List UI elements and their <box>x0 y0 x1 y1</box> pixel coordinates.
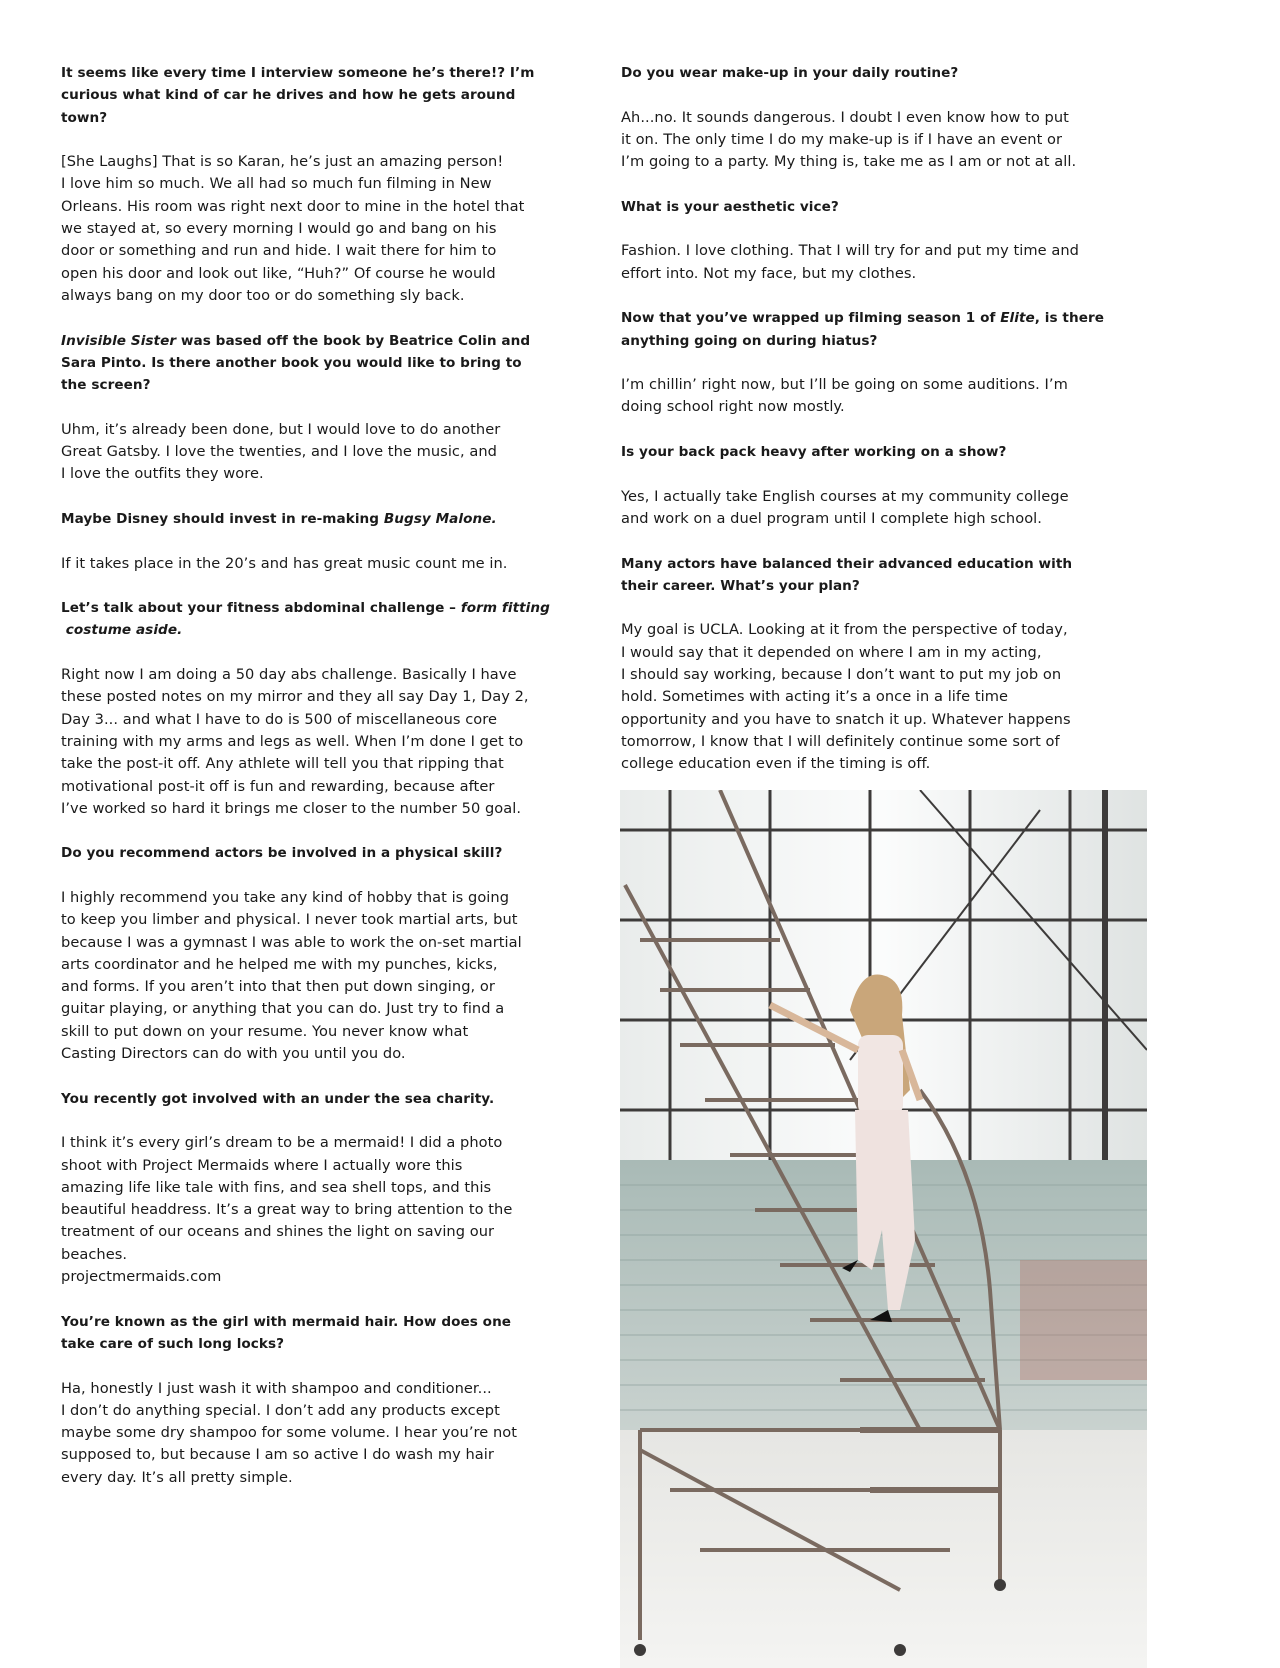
question-text: Let’s talk about your fitness abdominal challenge – <box>61 600 461 617</box>
interview-answer: I think it’s every girl’s dream to be a mermaid! I did a photo shoot with Project Mermaids where I actually wore this amazing life like tale with fins, and sea shell tops, and this beautiful headdress. It’s a great way to bring attention to the treatment of our oceans and shines the light on saving our beaches. projectmermaids.com <box>61 1134 513 1286</box>
interview-answer: Fashion. I love clothing. That I will try for and put my time and effort into. Not my face, but my clothes. <box>621 242 1079 282</box>
photo-illustration <box>620 790 1147 1668</box>
left-column <box>61 62 601 1511</box>
question-text: It seems like every time I interview someone he’s there!? I’m curious what kind of car he drives and how he gets around town? <box>61 65 535 126</box>
interview-question <box>621 553 1161 598</box>
question-italic-title: Invisible Sister <box>61 332 177 349</box>
interview-question <box>621 62 1161 84</box>
interview-answer: Ha, honestly I just wash it with shampoo and conditioner... I don’t do anything special. I don’t add any products except maybe some dry shampoo for some volume. I hear you’re not supposed to, but because I am so active I do wash my hair every day. It’s all pretty simple. <box>61 1379 518 1486</box>
interview-answer: If it takes place in the 20’s and has great music count me in. <box>61 554 508 572</box>
interview-question <box>621 441 1161 463</box>
question-text: , is there anything going on during hiatus? <box>621 310 1104 349</box>
interview-answer: Yes, I actually take English courses at my community college and work on a duel program until I complete high school. <box>621 487 1069 527</box>
interview-answer: Uhm, it’s already been done, but I would love to do another Great Gatsby. I love the twenties, and I love the music, and I love the outfits they wore. <box>61 420 501 483</box>
question-text: You’re known as the girl with mermaid hair. How does one take care of such long locks? <box>61 1313 512 1352</box>
interview-answer: Ah...no. It sounds dangerous. I doubt I even know how to put it on. The only time I do my make-up is if I have an event or I’m going to a party. My thing is, take me as I am or not at all. <box>621 108 1077 171</box>
interview-question <box>61 597 601 642</box>
question-text: Do you wear make-up in your daily routine? <box>621 65 959 81</box>
right-column <box>621 62 1161 798</box>
interview-question <box>61 62 601 129</box>
interview-answer: I highly recommend you take any kind of hobby that is going to keep you limber and physical. I never took martial arts, but because I was a gymnast I was able to work the on-set martial arts coordinator and he helped me with my punches, kicks, and forms. If you aren’t into that then put down singing, or guitar playing, or anything that you can do. Just try to find a skill to put down on your resume. You never know what Casting Directors can do with you until you do. <box>61 888 522 1063</box>
interview-answer: [She Laughs] That is so Karan, he’s just an amazing person! I love him so much. We all had so much fun filming in New Orleans. His room was right next door to mine in the hotel that we stayed at, so every morning I would go and bang on his door or something and run and hide. I wait there for him to open his door and look out like, “Huh?” Of course he would always bang on my door too or do something sly back. <box>61 153 525 304</box>
interview-answer: I’m chillin’ right now, but I’ll be going on some auditions. I’m doing school right now mostly. <box>621 376 1068 416</box>
interview-question <box>61 1311 601 1356</box>
interview-answer: Right now I am doing a 50 day abs challenge. Basically I have these posted notes on my mirror and they all say Day 1, Day 2, Day 3... and what I have to do is 500 of miscellaneous core training with my arms and legs as well. When I’m done I get to take the post-it off. Any athlete will tell you that ripping that motivational post-it off is fun and rewarding, because after I’ve worked so hard it brings me closer to the number 50 goal. <box>61 666 529 817</box>
interview-answer: My goal is UCLA. Looking at it from the perspective of today, I would say that it depended on where I am in my acting, I should say working, because I don’t want to put my job on hold. Sometimes with acting it’s a once in a life time opportunity and you have to snatch it up. Whatever happens tomorrow, I know that I will definitely continue some sort of college education even if the timing is off. <box>621 621 1071 773</box>
question-italic-title: form fitting costume aside. <box>65 600 550 639</box>
question-italic-title: Bugsy Malone. <box>383 510 497 527</box>
question-text: You recently got involved with an under the sea charity. <box>61 1090 495 1107</box>
question-text: Do you recommend actors be involved in a physical skill? <box>61 845 503 862</box>
interview-question <box>621 196 1161 218</box>
question-text: Now that you’ve wrapped up filming season 1 of <box>621 310 1001 327</box>
interview-question <box>61 842 601 864</box>
interview-question <box>61 330 601 397</box>
interview-question <box>621 307 1161 352</box>
interview-question <box>61 1088 601 1110</box>
photo-woman-on-rolling-ladder <box>620 790 1147 1668</box>
question-italic-title: Elite <box>1000 310 1035 327</box>
question-text: Many actors have balanced their advanced education with their career. What’s your plan? <box>621 555 1073 594</box>
interview-question <box>61 508 601 530</box>
question-text: What is your aesthetic vice? <box>621 198 839 215</box>
question-text: Maybe Disney should invest in re-making <box>61 510 384 527</box>
question-text: Is your back pack heavy after working on a show? <box>621 444 1007 461</box>
question-text: was based off the book by Beatrice Colin and Sara Pinto. Is there another book you would like to bring to the screen? <box>61 332 531 394</box>
